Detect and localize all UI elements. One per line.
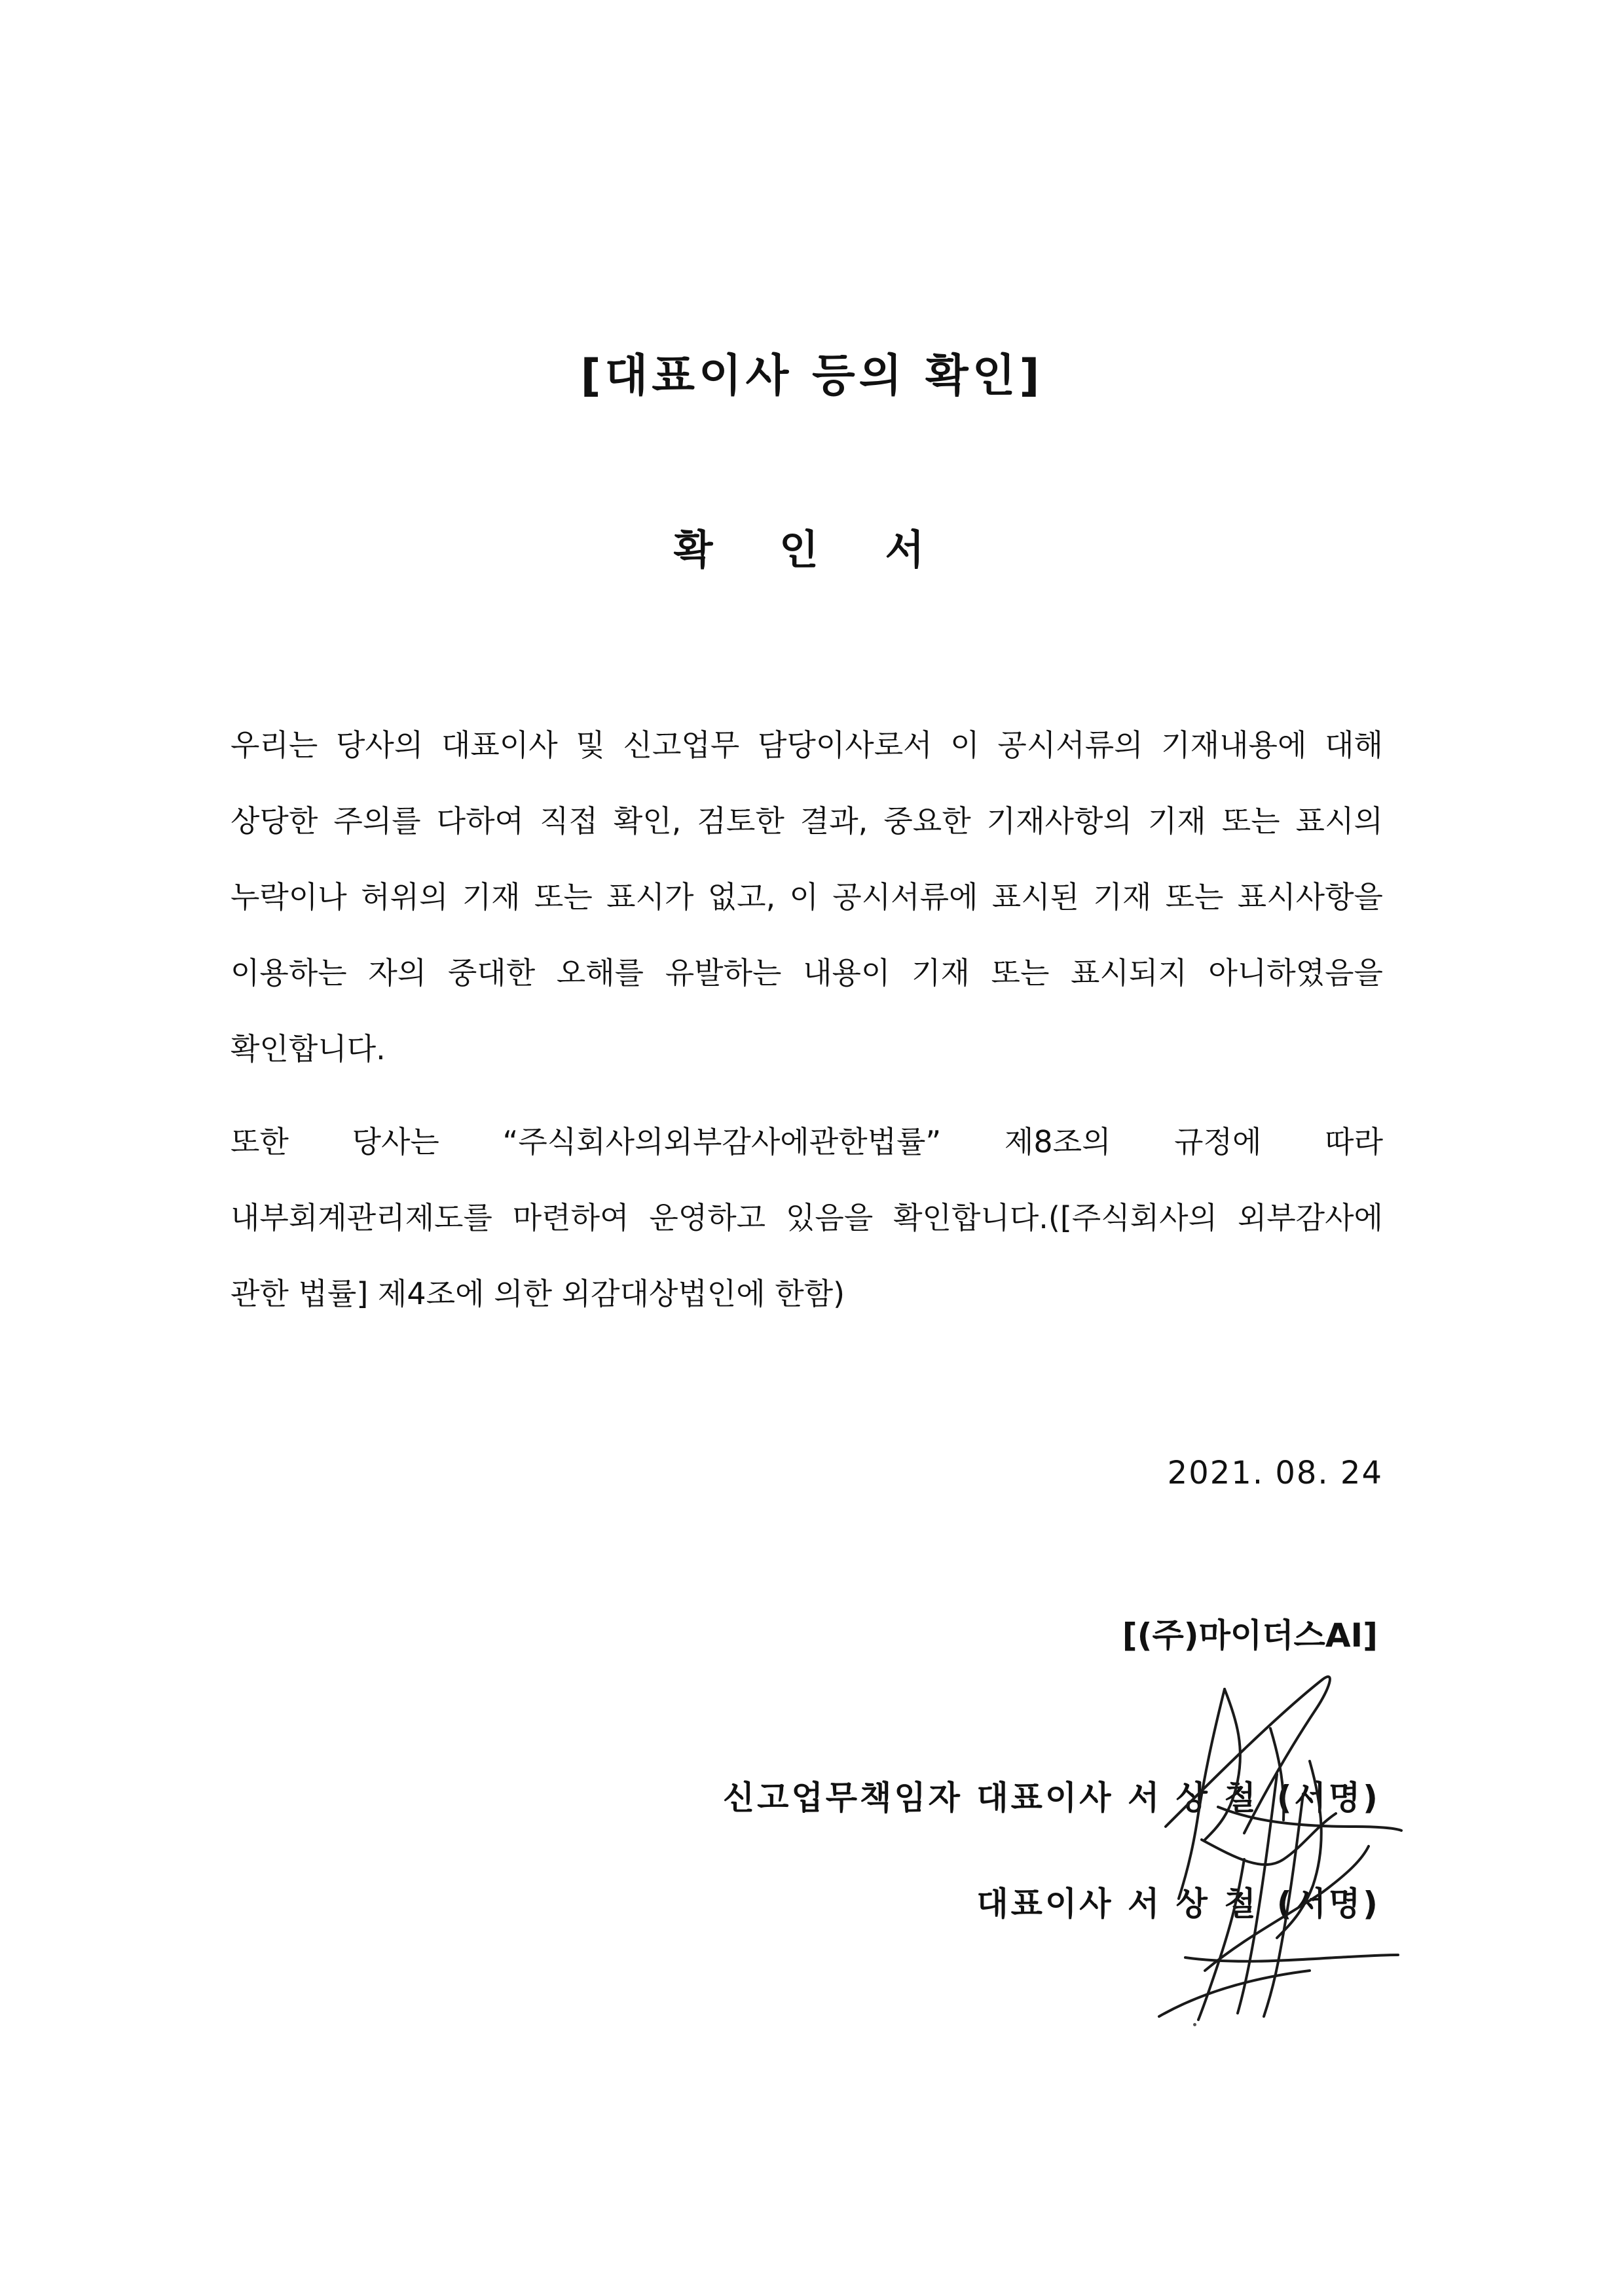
signature-strokes	[1159, 1677, 1401, 2020]
handwritten-signature	[1139, 1663, 1480, 2030]
company-name: [(주)마이더스AI]	[1122, 1616, 1378, 1654]
signatory-role: 신고업무책임자 대표이사 서 상 철	[722, 1779, 1259, 1817]
document-heading: [대표이사 등의 확인]	[580, 350, 1044, 402]
document-date: 2021. 08. 24	[1167, 1455, 1383, 1491]
signatory-ceo	[976, 1878, 1380, 1925]
signatory-role: 대표이사 서 상 철	[976, 1885, 1259, 1923]
signatory-reporting-officer	[723, 1772, 1380, 1819]
signature-mark-label: (서명)	[1276, 1779, 1380, 1817]
signature-mark-label: (서명)	[1276, 1885, 1380, 1923]
confirmation-paragraph: 우리는 당사의 대표이사 및 신고업무 담당이사로서 이 공시서류의 기재내용에 대해 상당한 주의를 다하여 직접 확인, 검토한 결과, 중요한 기재사항의 기재 또는 표시의 누락이나 허위의 기재 또는 표시가 없고, 이 공시서류에 표시된 기재 또는 표시사항을 이용하는 자의 중대한 오해를 유발하는 내용이 기재 또는 표시되지 아니하였음을 확인합니다.	[231, 727, 1383, 1066]
ink-dot	[1193, 2023, 1196, 2026]
document-title: 확 인 서	[673, 526, 951, 574]
internal-control-paragraph: 또한 당사는 “주식회사의외부감사에관한법률” 제8조의 규정에 따라 내부회계관리제도를 마련하여 운영하고 있음을 확인합니다.([주식회사의 외부감사에 관한 법률] 제4조에 의한 외감대상법인에 한함)	[231, 1124, 1383, 1311]
